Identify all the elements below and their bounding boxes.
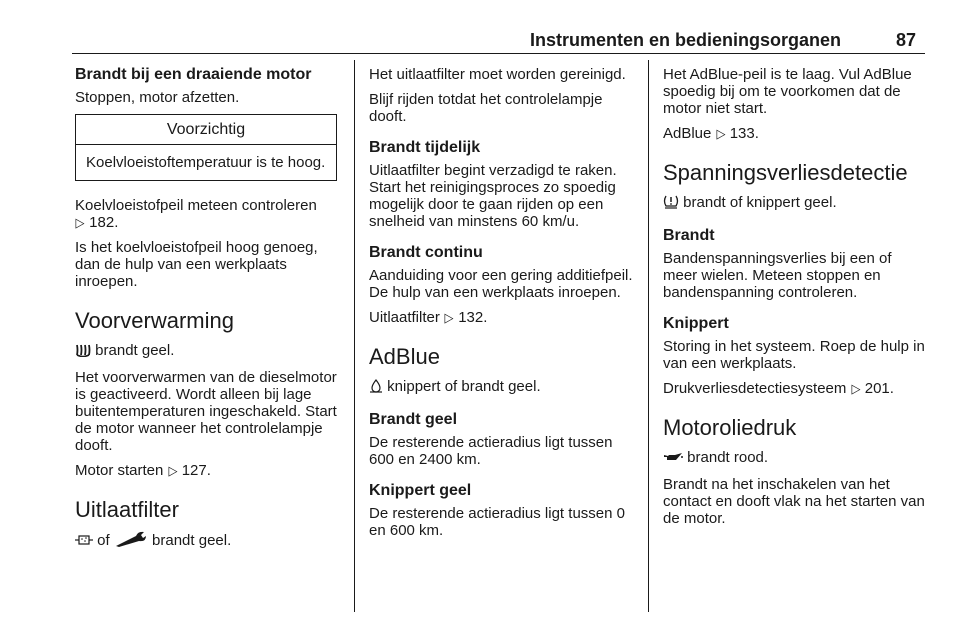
paragraph-tijdelijk-body: Uitlaatfilter begint verzadigd te raken. Start het reinigingsproces zo spoedig mogelijk door te gaan rijden op een snelheid van minstens 60 km/u. [369, 162, 617, 230]
tire-pressure-icon [663, 194, 679, 213]
paragraph-brandt-body: Bandenspanningsverlies bij een of meer wielen. Meteen stoppen en bandenspanning controleren. [663, 250, 892, 301]
paragraph-adblue-icon: knippert of brandt geel. [369, 378, 634, 397]
column-divider-2 [648, 60, 649, 612]
reference-triangle-icon: ▷ [716, 126, 726, 141]
paragraph-geel-body: De resterende actieradius ligt tussen 600 en 2400 km. [369, 434, 613, 468]
exhaust-filter-icon [75, 533, 93, 551]
adblue-icon [369, 379, 383, 397]
reference-triangle-icon: ▷ [168, 463, 178, 478]
reference-triangle-icon: ▷ [444, 310, 454, 325]
paragraph-voorverwarming-body: Het voorverwarmen van de dieselmotor is geactiveerd. Wordt alleen bij lage buitentemperaturen ingeschakeld. Start de motor wanneer het controlelampje dooft. [75, 369, 337, 454]
paragraph-koelvloeistof-controleren: Koelvloeistofpeil meteen controleren ▷ 182. [75, 197, 317, 231]
heading-brandt-continu: Brandt continu [369, 244, 483, 261]
caution-box [75, 114, 337, 181]
paragraph-uitlaatfilter-ref: Uitlaatfilter ▷ 132. [369, 309, 488, 326]
reference-triangle-icon: ▷ [851, 381, 861, 396]
paragraph-voorverwarming-icon: brandt geel. [75, 342, 337, 361]
paragraph-drukverlies: Drukverliesdetectiesysteem ▷ 201. [663, 380, 894, 397]
page-reference-link[interactable]: 201. [864, 380, 894, 397]
page-reference-link[interactable]: 127. [181, 462, 211, 479]
caution-body: Koelvloeistoftemperatuur is te hoog. [86, 154, 326, 171]
wrench-icon [114, 531, 148, 551]
heading-brandt-tijdelijk: Brandt tijdelijk [369, 139, 481, 156]
glow-plug-icon [75, 343, 91, 361]
column-divider-1 [354, 60, 355, 612]
caution-title: Voorzichtig [76, 115, 336, 145]
header-divider [72, 53, 925, 54]
heading-voorverwarming: Voorverwarming [75, 308, 234, 333]
paragraph-koelvloeistof-hoog: Is het koelvloeistofpeil hoog genoeg, dan de hulp van een werkplaats inroepen. [75, 239, 318, 290]
paragraph-adblue-laag: Het AdBlue-peil is te laag. Vul AdBlue spoedig bij om te voorkomen dat de motor niet start. [663, 66, 912, 117]
column-1 [75, 66, 337, 559]
heading-motoroliedruk: Motoroliedruk [663, 415, 797, 440]
paragraph-stoppen: Stoppen, motor afzetten. [75, 89, 240, 106]
heading-knippert-geel: Knippert geel [369, 482, 472, 499]
paragraph-moet-gereinigd: Het uitlaatfilter moet worden gereinigd. [369, 66, 626, 83]
heading-brandt: Brandt [663, 227, 715, 244]
paragraph-motor-starten: Motor starten ▷ 127. [75, 462, 211, 479]
reference-triangle-icon: ▷ [75, 215, 85, 230]
paragraph-motorolie-body: Brandt na het inschakelen van het contact en dooft vlak na het starten van de motor. [663, 476, 925, 527]
column-3 [663, 66, 928, 535]
paragraph-blijf-rijden: Blijf rijden totdat het controlelampje dooft. [369, 91, 603, 125]
paragraph-spanning-icon: brandt of knippert geel. [663, 194, 928, 213]
paragraph-knippert-body: Storing in het systeem. Roep de hulp in van een werkplaats. [663, 338, 925, 372]
column-2 [369, 66, 634, 547]
page-header-title: Instrumenten en bedieningsorganen [530, 30, 842, 50]
paragraph-knippert-geel-body: De resterende actieradius ligt tussen 0 en 600 km. [369, 505, 625, 539]
heading-adblue: AdBlue [369, 344, 440, 369]
paragraph-continu-body: Aanduiding voor een gering additiefpeil. De hulp van een werkplaats inroepen. [369, 267, 633, 301]
heading-brandt-geel: Brandt geel [369, 411, 458, 428]
heading-brandt-draaiende-motor: Brandt bij een draaiende motor [75, 66, 312, 83]
paragraph-uitlaatfilter-icons: of brandt geel. [75, 531, 337, 551]
page-reference-link[interactable]: 182. [89, 214, 119, 231]
oil-can-icon [663, 451, 683, 468]
page-reference-link[interactable]: 133. [729, 125, 759, 142]
heading-knippert: Knippert [663, 315, 729, 332]
heading-uitlaatfilter: Uitlaatfilter [75, 497, 179, 522]
paragraph-motorolie-icon: brandt rood. [663, 449, 928, 468]
page-number: 87 [896, 30, 917, 50]
heading-spanningsverliesdetectie: Spanningsverliesdetectie [663, 160, 908, 185]
paragraph-adblue-ref: AdBlue ▷ 133. [663, 125, 759, 142]
page-reference-link[interactable]: 132. [458, 309, 488, 326]
